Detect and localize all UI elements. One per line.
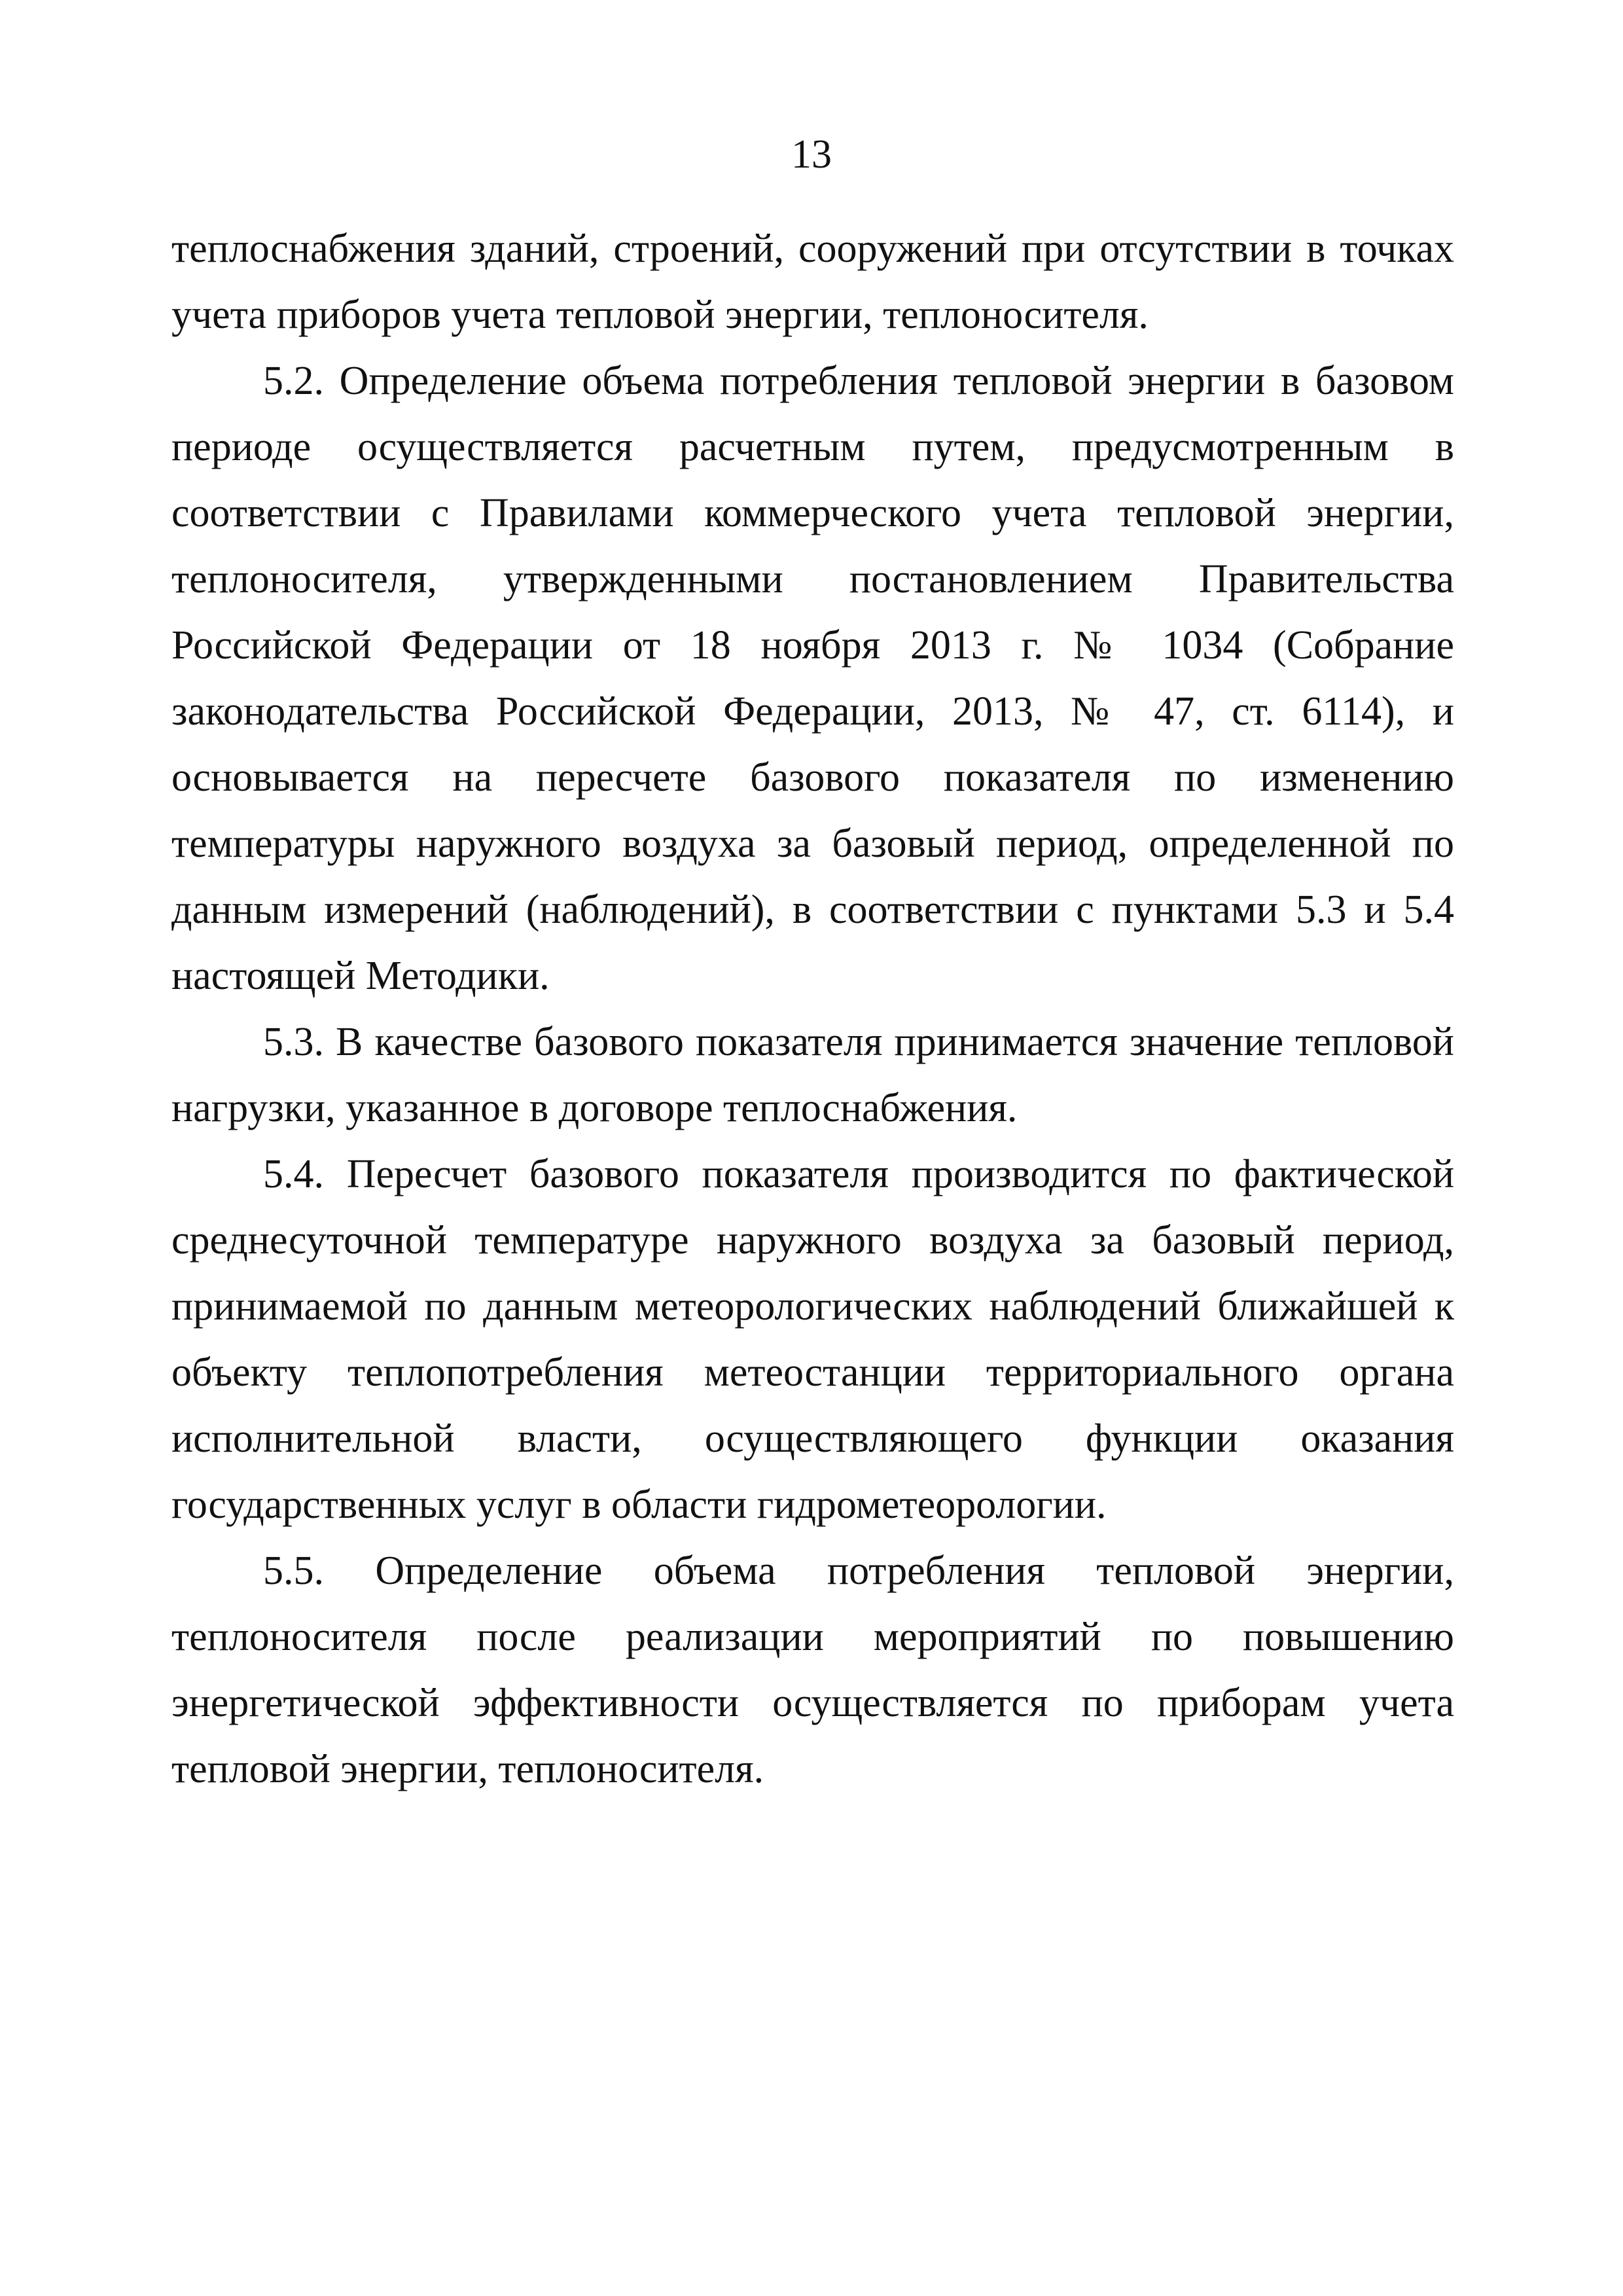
paragraph-5-3: 5.3. В качестве базового показателя принимается значение тепловой нагрузки, указанное в договоре теплоснабжения.	[171, 1020, 1454, 1130]
paragraph-5-5: 5.5. Определение объема потребления тепловой энергии, теплоносителя после реализации мероприятий по повышению энергетической эффективности осуществляется по приборам учета тепловой энергии, теплоносителя.	[171, 1549, 1454, 1791]
page-number: 13	[791, 132, 832, 177]
paragraph-5-4: 5.4. Пересчет базового показателя производится по фактической среднесуточной температуре наружного воздуха за базовый период, принимаемой по данным метеорологических наблюдений ближайшей к объекту теплопотребления метеостанции территориального органа исполнительной власти, осуществляющего функции оказания государственных услуг в области гидрометеорологии.	[171, 1152, 1454, 1527]
document-body	[171, 216, 1454, 1803]
paragraph-5-2: 5.2. Определение объема потребления тепловой энергии в базовом периоде осуществляется расчетным путем, предусмотренным в соответствии с Правилами коммерческого учета тепловой энергии, теплоносителя, утвержденными постановлением Правительства Российской Федерации от 18 ноября 2013 г. № 1034 (Собрание законодательства Российской Федерации, 2013, № 47, ст. 6114), и основывается на пересчете базового показателя по изменению температуры наружного воздуха за базовый период, определенной по данным измерений (наблюдений), в соответствии с пунктами 5.3 и 5.4 настоящей Методики.	[171, 359, 1454, 998]
paragraph-continuation: теплоснабжения зданий, строений, сооружений при отсутствии в точках учета приборов учета тепловой энергии, теплоносителя.	[171, 226, 1454, 337]
